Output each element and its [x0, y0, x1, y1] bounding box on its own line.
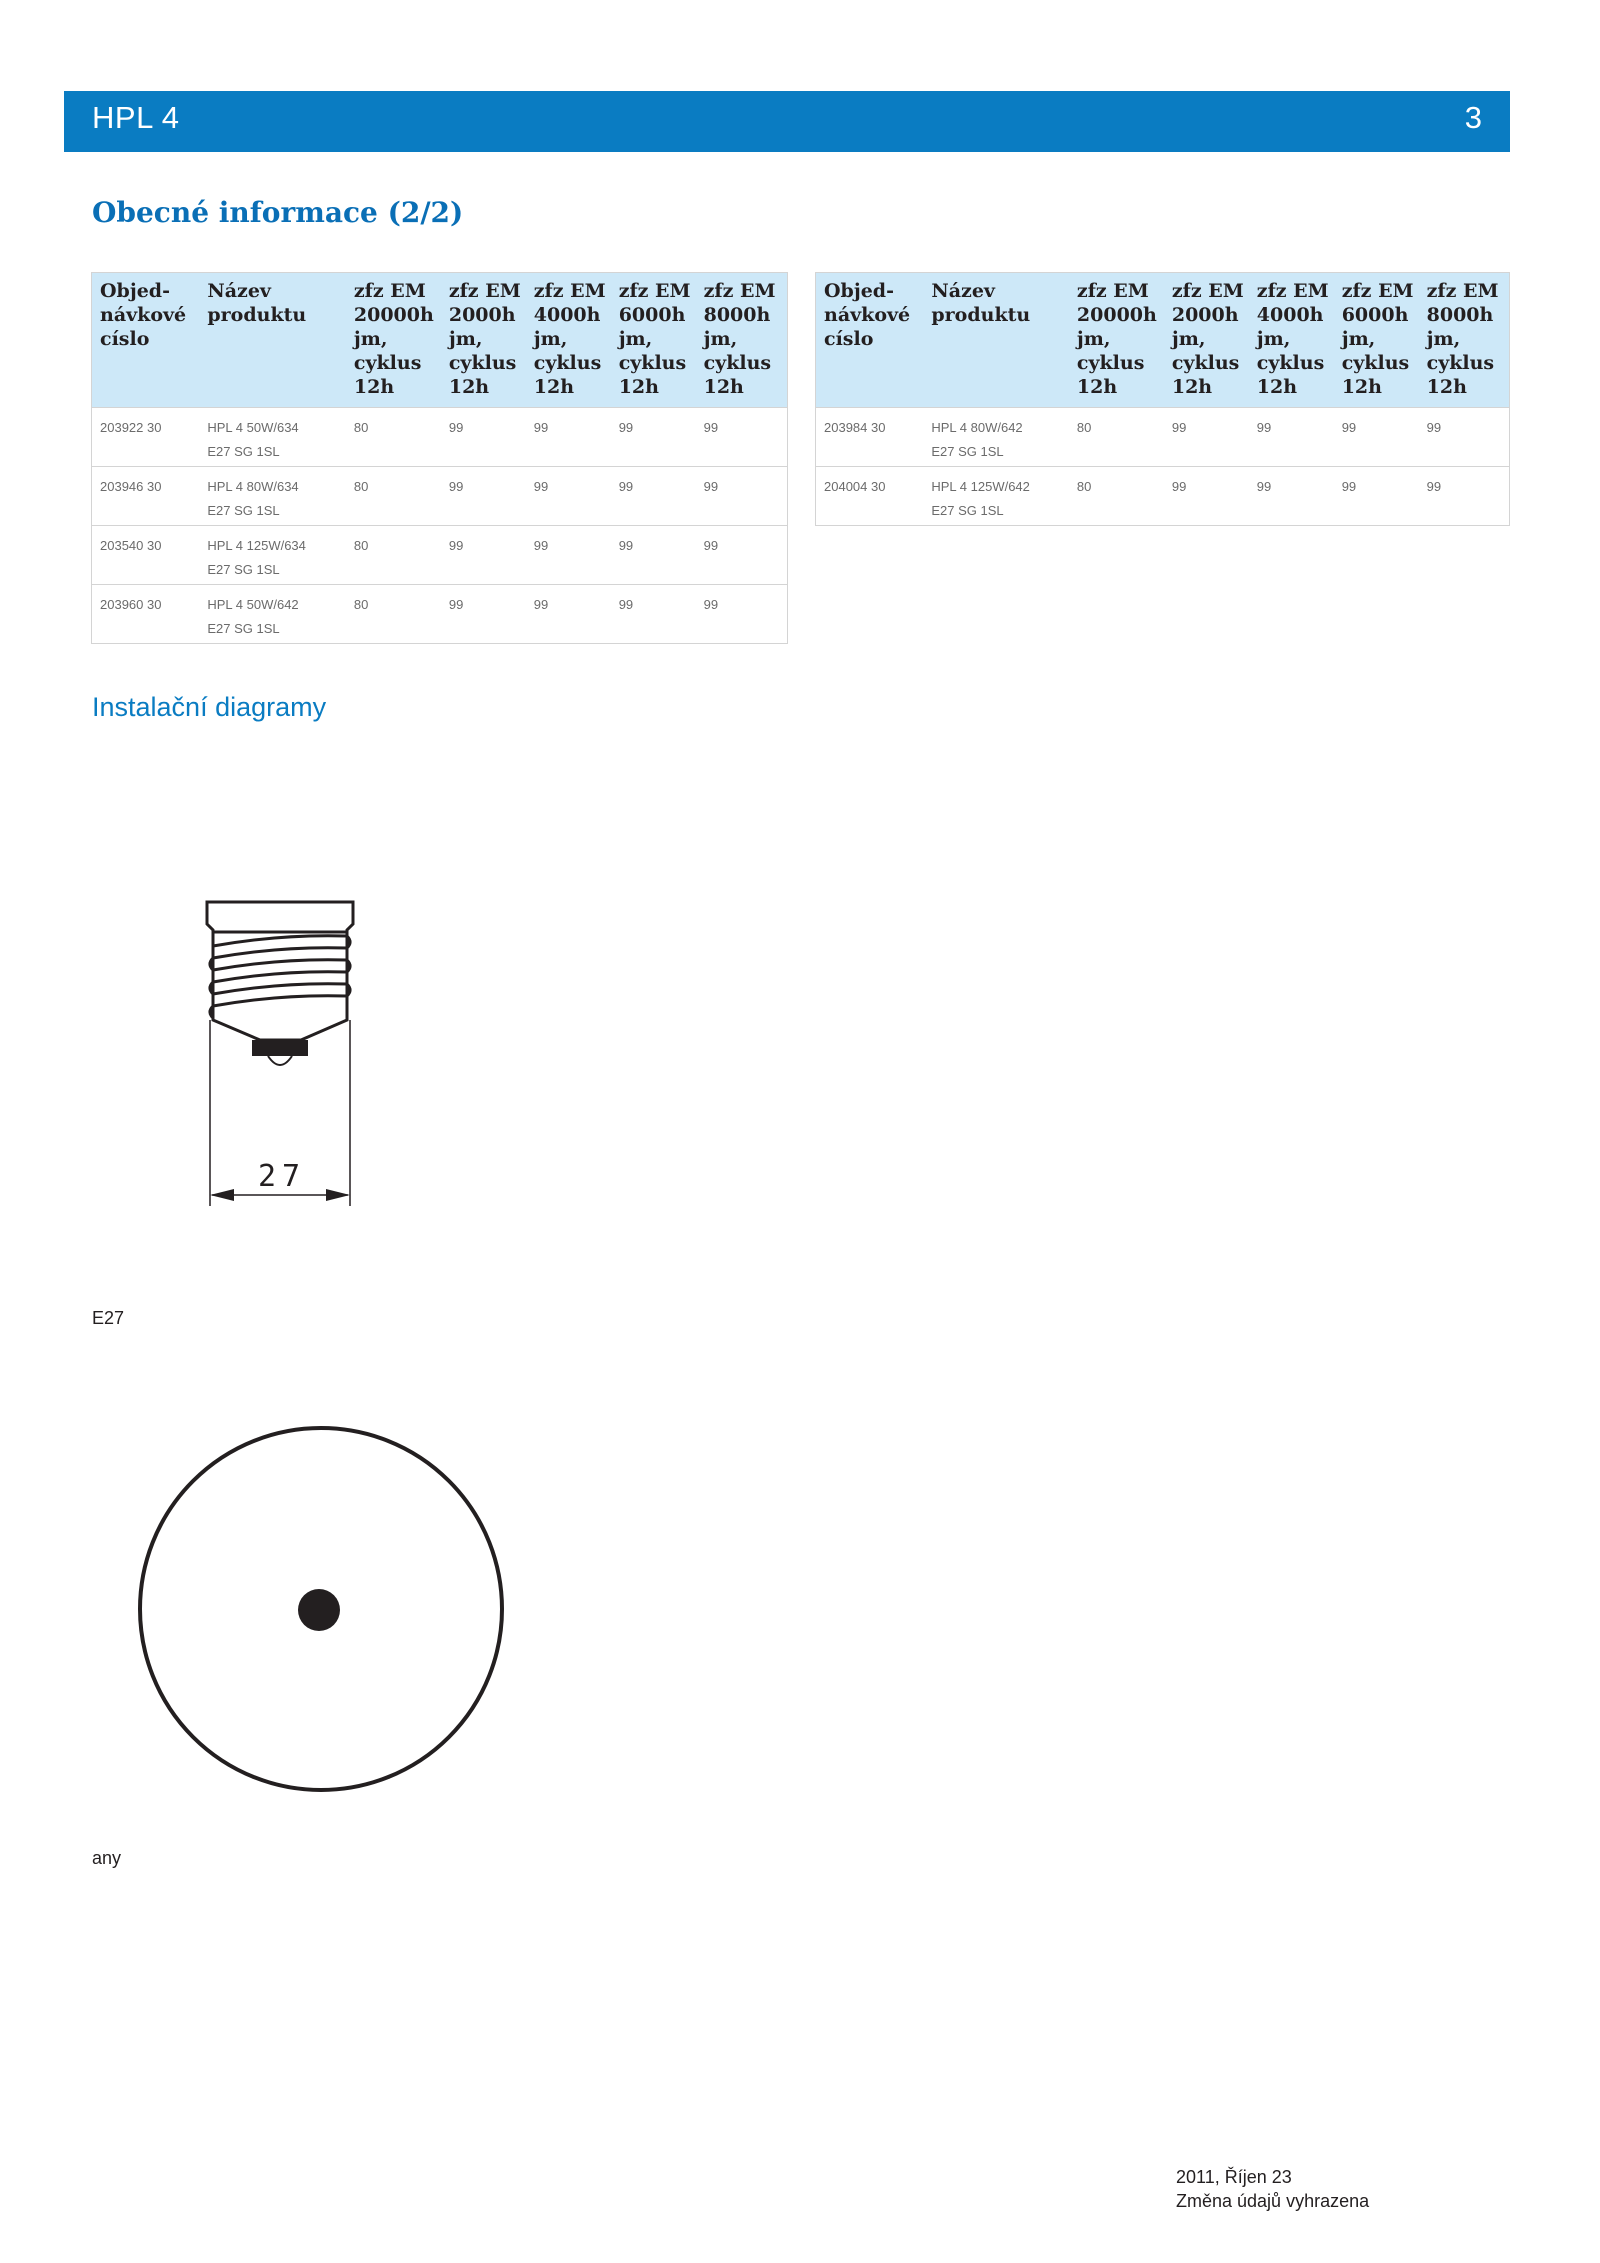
table-row [92, 467, 788, 526]
burning-position-diagram [138, 1426, 504, 1792]
table-header-cell: zfz EM 4000h jm, cyklus 12h [1249, 273, 1334, 408]
table-header-cell: zfz EM 6000h jm, cyklus 12h [1334, 273, 1419, 408]
table-header-cell: Objed- návkové císlo [816, 273, 924, 408]
value-cell: 99 [611, 467, 696, 526]
product-name-cell: HPL 4 50W/634 E27 SG 1SL [199, 408, 346, 467]
value-cell: 99 [611, 585, 696, 644]
value-cell: 80 [346, 408, 441, 467]
table-row [816, 467, 1510, 526]
value-cell: 99 [526, 526, 611, 585]
value-cell: 80 [346, 526, 441, 585]
value-cell: 99 [1419, 408, 1510, 467]
value-cell: 99 [611, 526, 696, 585]
table-header-cell: zfz EM 2000h jm, cyklus 12h [441, 273, 526, 408]
table-header-cell: zfz EM 8000h jm, cyklus 12h [696, 273, 788, 408]
spec-table-left [91, 272, 788, 644]
value-cell: 99 [1249, 408, 1334, 467]
value-cell: 99 [696, 526, 788, 585]
table-row [92, 526, 788, 585]
section-title: Obecné informace (2/2) [92, 196, 464, 229]
center-dot-icon [298, 1589, 340, 1631]
dimension-label: 27 [257, 1159, 307, 1194]
value-cell: 99 [696, 408, 788, 467]
spec-table-right [815, 272, 1510, 526]
product-name-cell: HPL 4 80W/642 E27 SG 1SL [923, 408, 1069, 467]
table-header-cell: Název produktu [199, 273, 346, 408]
value-cell: 80 [346, 467, 441, 526]
table-header-cell: zfz EM 8000h jm, cyklus 12h [1419, 273, 1510, 408]
diagram2-caption: any [92, 1848, 122, 1868]
value-cell: 80 [1069, 467, 1164, 526]
value-cell: 99 [1334, 408, 1419, 467]
value-cell: 99 [441, 467, 526, 526]
value-cell: 99 [441, 585, 526, 644]
table-header-cell: zfz EM 6000h jm, cyklus 12h [611, 273, 696, 408]
table-row [816, 408, 1510, 467]
table-row [92, 408, 788, 467]
value-cell: 99 [696, 585, 788, 644]
order-code-cell: 203540 30 [92, 526, 200, 585]
table-row [92, 585, 788, 644]
value-cell: 99 [1334, 467, 1419, 526]
value-cell: 99 [1164, 408, 1249, 467]
page-number: 3 [1464, 100, 1482, 135]
value-cell: 99 [526, 408, 611, 467]
table-header-row [816, 273, 1510, 408]
value-cell: 99 [1419, 467, 1510, 526]
footer [1176, 2165, 1369, 2213]
value-cell: 99 [441, 526, 526, 585]
order-code-cell: 203960 30 [92, 585, 200, 644]
table-header-cell: zfz EM 4000h jm, cyklus 12h [526, 273, 611, 408]
value-cell: 99 [696, 467, 788, 526]
product-name-cell: HPL 4 125W/642 E27 SG 1SL [923, 467, 1069, 526]
order-code-cell: 203922 30 [92, 408, 200, 467]
product-name-cell: HPL 4 80W/634 E27 SG 1SL [199, 467, 346, 526]
diagrams-title: Instalační diagramy [92, 692, 327, 722]
value-cell: 99 [1249, 467, 1334, 526]
diagram1-caption: E27 [92, 1308, 125, 1328]
order-code-cell: 203984 30 [816, 408, 924, 467]
contact-icon [252, 1040, 308, 1056]
order-code-cell: 204004 30 [816, 467, 924, 526]
header-bar [64, 91, 1510, 152]
footer-date: 2011, Říjen 23 [1176, 2167, 1292, 2187]
table-header-cell: zfz EM 20000h jm, cyklus 12h [1069, 273, 1164, 408]
header-title: HPL 4 [92, 100, 180, 135]
table-header-cell: Objed- návkové císlo [92, 273, 200, 408]
value-cell: 99 [526, 585, 611, 644]
value-cell: 99 [441, 408, 526, 467]
product-name-cell: HPL 4 50W/642 E27 SG 1SL [199, 585, 346, 644]
table-header-cell: Název produktu [923, 273, 1069, 408]
value-cell: 99 [611, 408, 696, 467]
table-header-row [92, 273, 788, 408]
value-cell: 80 [1069, 408, 1164, 467]
order-code-cell: 203946 30 [92, 467, 200, 526]
footer-note: Změna údajů vyhrazena [1176, 2191, 1370, 2211]
value-cell: 80 [346, 585, 441, 644]
e27-base-diagram [190, 890, 370, 1210]
value-cell: 99 [526, 467, 611, 526]
product-name-cell: HPL 4 125W/634 E27 SG 1SL [199, 526, 346, 585]
value-cell: 99 [1164, 467, 1249, 526]
table-header-cell: zfz EM 20000h jm, cyklus 12h [346, 273, 441, 408]
table-header-cell: zfz EM 2000h jm, cyklus 12h [1164, 273, 1249, 408]
